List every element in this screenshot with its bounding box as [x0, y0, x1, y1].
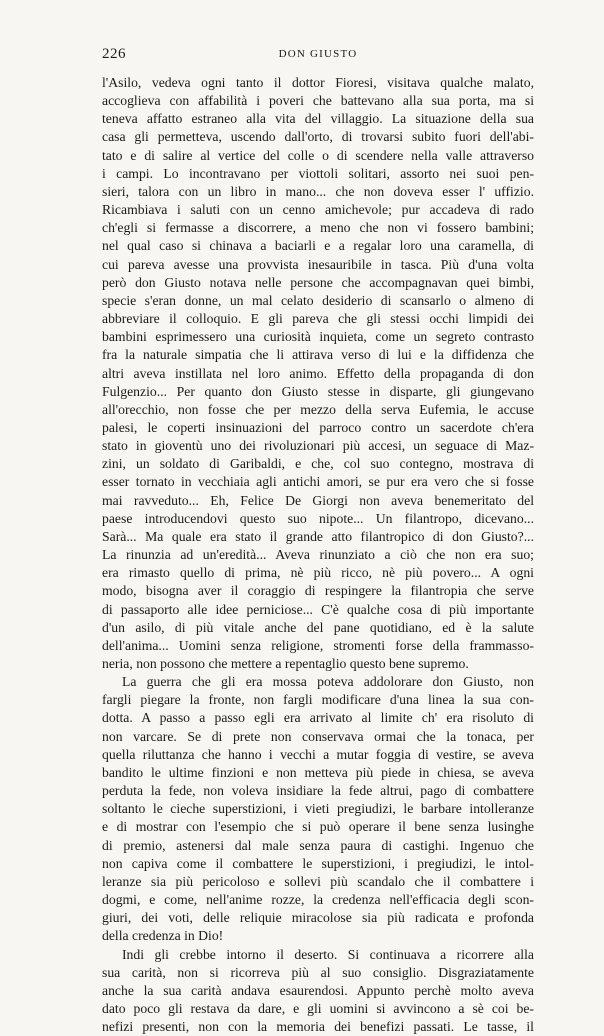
- text-line: palesi, le coperti insinuazioni del parroco contro un sacerdote ch'era: [102, 419, 534, 437]
- text-line: leranze sia più pericoloso e sollevi più scandalo che il combattere i: [102, 873, 534, 891]
- text-line: i campi. Lo incontravano per viottoli solitari, assorto nei suoi pen-: [102, 165, 534, 183]
- text-line: sua carità, non si ricorreva più al suo consiglio. Disgraziatamente: [102, 964, 534, 982]
- text-line: specie s'eran donne, un mal celato desiderio di scansarlo o almeno di: [102, 292, 534, 310]
- page-number: 226: [102, 46, 126, 63]
- text-line: fra la naturale simpatia che li attirava verso di lui e la diffidenza che: [102, 346, 534, 364]
- text-line: e di mostrar con l'esempio che si può operare il bene senza lusinghe: [102, 818, 534, 836]
- text-line: non varcare. Se di prete non conservava ormai che la tonaca, per: [102, 728, 534, 746]
- text-line: perduta la fede, non voleva insidiare la fede altrui, pago di combattere: [102, 782, 534, 800]
- text-line: della credenza in Dio!: [102, 927, 534, 945]
- paragraph: [102, 946, 534, 1036]
- text-line: era rimasto quello di prima, nè più ricco, nè più povero... A ogni: [102, 564, 534, 582]
- text-line: zini, un soldato di Garibaldi, e che, col suo contegno, mostrava di: [102, 455, 534, 473]
- text-line: nel qual caso si chinava a baciarli e a regalar loro una caramella, di: [102, 237, 534, 255]
- paragraph: [102, 673, 534, 945]
- text-line: dato poco gli restava da dare, e gli uomini si avvincono a sè coi be-: [102, 1000, 534, 1018]
- text-line: quella riluttanza che hanno i vecchi a mutar foggia di vestire, se aveva: [102, 746, 534, 764]
- paragraph: [102, 74, 534, 673]
- text-line: d'un asilo, di più vitale anche del pane quotidiano, ed è la salute: [102, 619, 534, 637]
- text-line: bambini esprimessero una curiosità inquieta, come un segreto contrasto: [102, 328, 534, 346]
- text-line: però don Giusto notava nelle persone che accompagnavan quei bimbi,: [102, 274, 534, 292]
- text-line: di premio, astenersi dal male senza paura di castighi. Ingenuo che: [102, 837, 534, 855]
- text-line: fargli piegare la fronte, non fargli modificare d'una linea la sua con-: [102, 691, 534, 709]
- text-line: La rinunzia ad un'eredità... Aveva rinunziato a ciò che non era suo;: [102, 546, 534, 564]
- text-line: paese introducendovi questo suo nipote... Un filantropo, dicevano...: [102, 510, 534, 528]
- text-line: tato e di salire al vertice del colle o di scendere nella valle attraverso: [102, 147, 534, 165]
- text-line: modo, bisogna aver il coraggio di respingere la filantropia che serve: [102, 582, 534, 600]
- text-line: dotta. A passo a passo egli era arrivato al limite ch' era risoluto di: [102, 709, 534, 727]
- text-line: accoglieva con affabilità i poveri che battevano alla sua porta, ma si: [102, 92, 534, 110]
- text-line: Ricambiava i saluti con un cenno amichevole; pur accadeva di rado: [102, 201, 534, 219]
- text-line: La guerra che gli era mossa poteva addolorare don Giusto, non: [102, 673, 534, 691]
- text-line: stato in gioventù uno dei rivoluzionari più accesi, un seguace di Maz-: [102, 437, 534, 455]
- text-line: di passaporto alle idee perniciose... C'è qualche cosa di più importante: [102, 601, 534, 619]
- text-line: mai ravveduto... Eh, Felice De Giorgi non aveva benemeritato del: [102, 492, 534, 510]
- text-line: dogmi, e come, nell'anime rozze, la credenza nell'efficacia degli scon-: [102, 891, 534, 909]
- text-line: bandito le ultime finzioni e non metteva più piede in chiesa, se aveva: [102, 764, 534, 782]
- text-line: nefizi presenti, non con la memoria dei benefizi passati. Le tasse, il: [102, 1018, 534, 1036]
- text-line: Sarà... Ma quale era stato il grande atto filantropico di don Giusto?...: [102, 528, 534, 546]
- text-line: anche la sua carità andava esaurendosi. Appunto perchè molto aveva: [102, 982, 534, 1000]
- text-line: altri aveva instillata nel loro animo. Effetto della propaganda di don: [102, 365, 534, 383]
- text-line: abbreviare il colloquio. E gli pareva che gli stessi occhi limpidi dei: [102, 310, 534, 328]
- text-line: neria, non possono che mettere a repentaglio questo bene supremo.: [102, 655, 534, 673]
- text-line: sieri, talora con un libro in mano... che non doveva esser l' uffizio.: [102, 183, 534, 201]
- text-line: soltanto le cieche superstizioni, i vieti pregiudizi, le barbare intolleranze: [102, 800, 534, 818]
- text-line: Indi gli crebbe intorno il deserto. Si continuava a ricorrere alla: [102, 946, 534, 964]
- text-line: l'Asilo, vedeva ogni tanto il dottor Fioresi, visitava qualche malato,: [102, 74, 534, 92]
- text-line: dell'anima... Uomini senza religione, stromenti forse della frammasso-: [102, 637, 534, 655]
- text-line: non capiva come il combattere le superstizioni, i pregiudizi, le intol-: [102, 855, 534, 873]
- running-head: [102, 46, 534, 66]
- text-line: all'orecchio, non fosse che per mezzo della serva Eufemia, le accuse: [102, 401, 534, 419]
- text-line: giuri, dei voti, delle reliquie miracolose sia più radicata e profonda: [102, 909, 534, 927]
- text-line: cui pareva avesse una provvista inesauribile in tasca. Più d'una volta: [102, 256, 534, 274]
- text-line: casa gli permetteva, uscendo dall'orto, di trovarsi subito fuori dell'abi-: [102, 128, 534, 146]
- text-line: ch'egli si fermasse a discorrere, a meno che non vi fossero bambini;: [102, 219, 534, 237]
- running-title: DON GIUSTO: [102, 48, 534, 60]
- text-line: Fulgenzio... Per quanto don Giusto stesse in disparte, gli giungevano: [102, 383, 534, 401]
- text-line: esser tornato in vecchiaia agli antichi amori, se pur era vero che si fosse: [102, 473, 534, 491]
- body-text: [102, 74, 534, 1036]
- text-line: teneva affatto estraneo alla vita del villaggio. La situazione della sua: [102, 110, 534, 128]
